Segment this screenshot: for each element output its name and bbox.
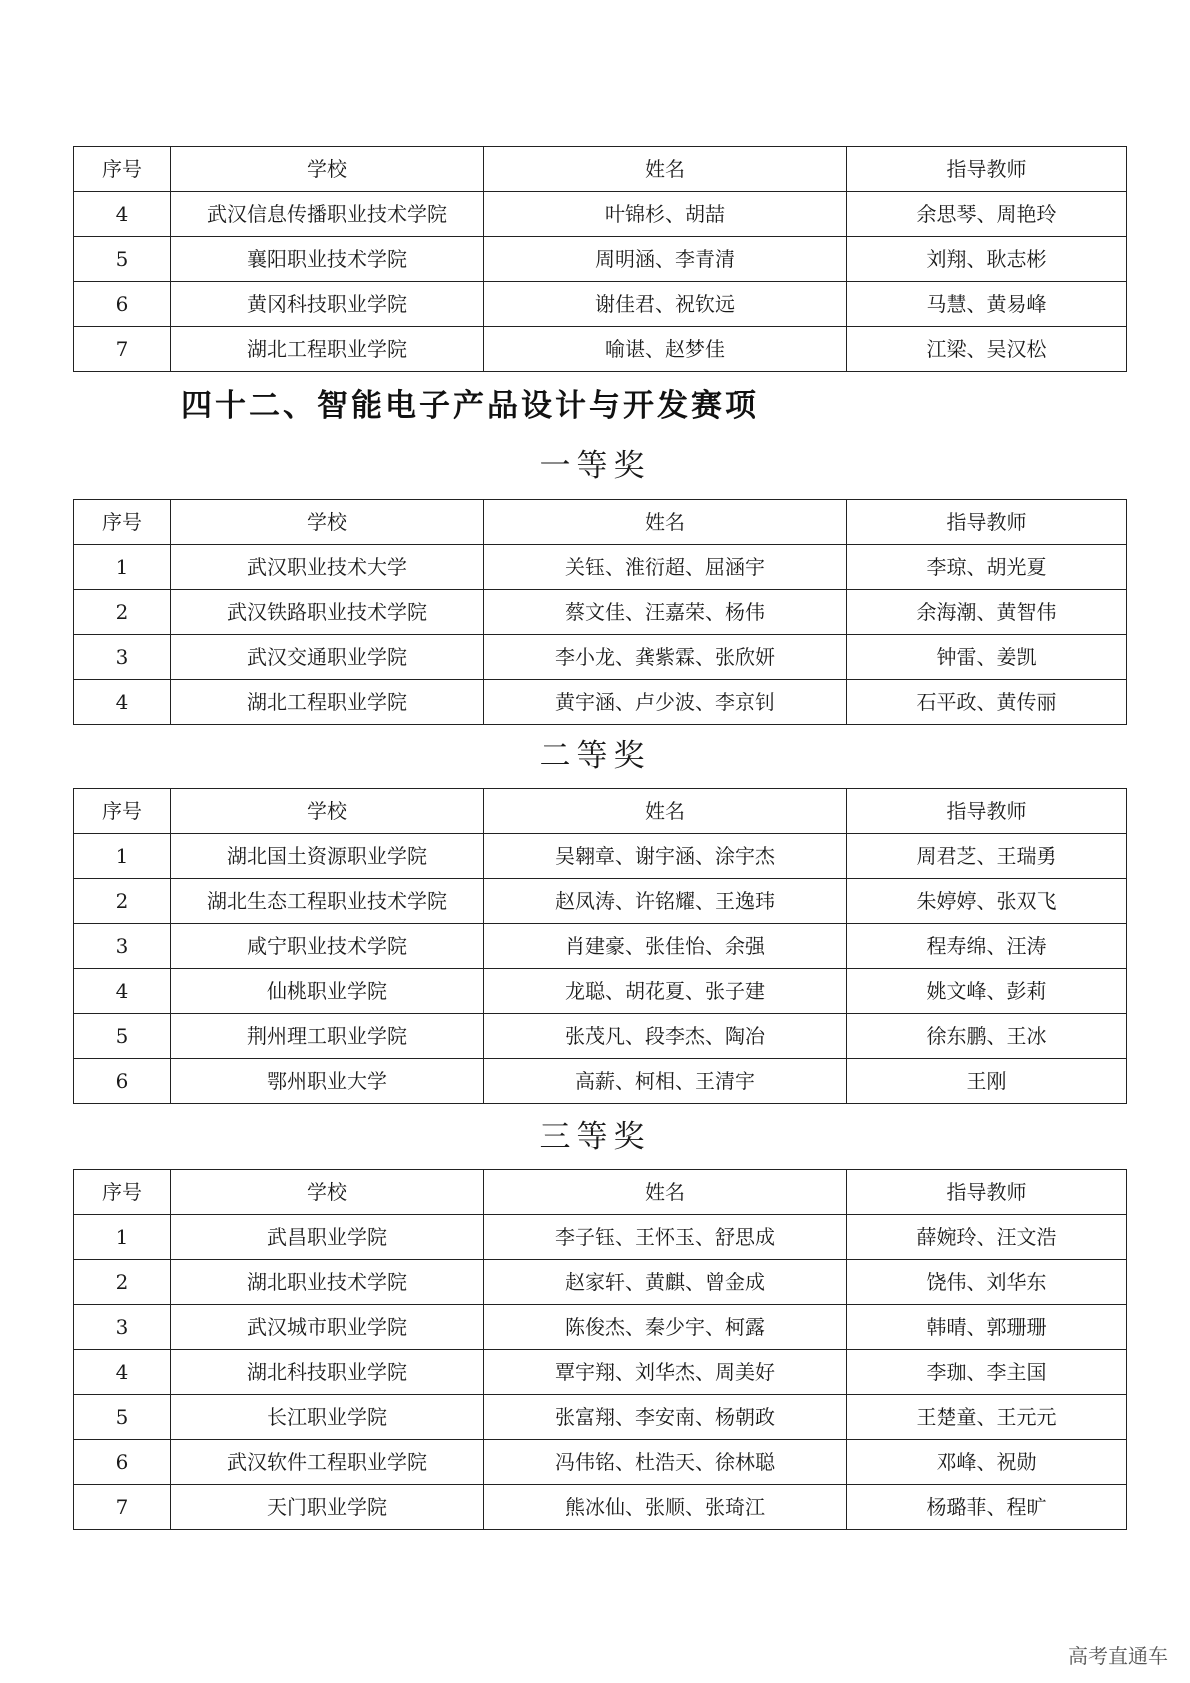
table-row [74, 1305, 1127, 1350]
cell-seq: 4 [74, 1350, 171, 1395]
cell-names: 关钰、淮衍超、屈涵宇 [484, 545, 847, 590]
table-row [74, 327, 1127, 372]
cell-advisors: 石平政、黄传丽 [847, 680, 1127, 725]
cell-school: 湖北科技职业学院 [171, 1350, 484, 1395]
cell-advisors: 周君芝、王瑞勇 [847, 834, 1127, 879]
cell-seq: 3 [74, 635, 171, 680]
cell-seq: 1 [74, 1215, 171, 1260]
header-seq: 序号 [74, 500, 171, 545]
table-row [74, 1485, 1127, 1530]
cell-names: 周明涵、李青清 [484, 237, 847, 282]
cell-seq: 4 [74, 680, 171, 725]
cell-school: 黄冈科技职业学院 [171, 282, 484, 327]
header-school: 学校 [171, 147, 484, 192]
header-seq: 序号 [74, 1170, 171, 1215]
cell-school: 湖北职业技术学院 [171, 1260, 484, 1305]
cell-school: 湖北工程职业学院 [171, 327, 484, 372]
cell-advisors: 刘翔、耿志彬 [847, 237, 1127, 282]
cell-names: 张茂凡、段李杰、陶冶 [484, 1014, 847, 1059]
cell-names: 张富翔、李安南、杨朝政 [484, 1395, 847, 1440]
table-row [74, 635, 1127, 680]
header-school: 学校 [171, 500, 484, 545]
cell-names: 蔡文佳、汪嘉荣、杨伟 [484, 590, 847, 635]
cell-school: 仙桃职业学院 [171, 969, 484, 1014]
cell-names: 高薪、柯相、王清宇 [484, 1059, 847, 1104]
cell-school: 武汉铁路职业技术学院 [171, 590, 484, 635]
cell-advisors: 余海潮、黄智伟 [847, 590, 1127, 635]
table-row [74, 590, 1127, 635]
cell-seq: 3 [74, 924, 171, 969]
table-header-row [74, 1170, 1127, 1215]
first-prize-table [73, 499, 1127, 725]
cell-names: 冯伟铭、杜浩天、徐林聪 [484, 1440, 847, 1485]
cell-school: 长江职业学院 [171, 1395, 484, 1440]
cell-advisors: 姚文峰、彭莉 [847, 969, 1127, 1014]
table-row [74, 1014, 1127, 1059]
cell-school: 襄阳职业技术学院 [171, 237, 484, 282]
table-header-row [74, 789, 1127, 834]
cell-names: 陈俊杰、秦少宇、柯露 [484, 1305, 847, 1350]
cell-names: 喻谌、赵梦佳 [484, 327, 847, 372]
cell-names: 李小龙、龚紫霖、张欣妍 [484, 635, 847, 680]
cell-seq: 1 [74, 834, 171, 879]
table-row [74, 237, 1127, 282]
cell-school: 湖北生态工程职业技术学院 [171, 879, 484, 924]
cell-seq: 4 [74, 969, 171, 1014]
watermark: 高考直通车 [1068, 1644, 1168, 1668]
cell-names: 赵凤涛、许铭耀、王逸玮 [484, 879, 847, 924]
table-row [74, 834, 1127, 879]
table-row [74, 282, 1127, 327]
section-title: 四十二、智能电子产品设计与开发赛项 [181, 388, 759, 424]
cell-advisors: 朱婷婷、张双飞 [847, 879, 1127, 924]
header-advisors: 指导教师 [847, 789, 1127, 834]
cell-names: 覃宇翔、刘华杰、周美好 [484, 1350, 847, 1395]
cell-advisors: 王楚童、王元元 [847, 1395, 1127, 1440]
header-school: 学校 [171, 789, 484, 834]
table-row [74, 1350, 1127, 1395]
cell-names: 肖建豪、张佳怡、余强 [484, 924, 847, 969]
cell-advisors: 李珈、李主国 [847, 1350, 1127, 1395]
cell-school: 武汉软件工程职业学院 [171, 1440, 484, 1485]
table-header-row [74, 147, 1127, 192]
table-row [74, 545, 1127, 590]
cell-advisors: 王刚 [847, 1059, 1127, 1104]
cell-advisors: 薛婉玲、汪文浩 [847, 1215, 1127, 1260]
cell-advisors: 韩晴、郭珊珊 [847, 1305, 1127, 1350]
cell-seq: 7 [74, 327, 171, 372]
cell-seq: 1 [74, 545, 171, 590]
header-advisors: 指导教师 [847, 147, 1127, 192]
cell-school: 湖北国土资源职业学院 [171, 834, 484, 879]
cell-seq: 2 [74, 879, 171, 924]
cell-advisors: 饶伟、刘华东 [847, 1260, 1127, 1305]
header-seq: 序号 [74, 147, 171, 192]
header-seq: 序号 [74, 789, 171, 834]
cell-names: 熊冰仙、张顺、张琦江 [484, 1485, 847, 1530]
cell-names: 黄宇涵、卢少波、李京钊 [484, 680, 847, 725]
cell-school: 武汉城市职业学院 [171, 1305, 484, 1350]
table-row [74, 1440, 1127, 1485]
cell-seq: 5 [74, 1014, 171, 1059]
table-row [74, 192, 1127, 237]
cell-school: 鄂州职业大学 [171, 1059, 484, 1104]
cell-seq: 4 [74, 192, 171, 237]
cell-seq: 7 [74, 1485, 171, 1530]
cell-seq: 5 [74, 237, 171, 282]
cell-names: 吴翱章、谢宇涵、涂宇杰 [484, 834, 847, 879]
third-prize-table [73, 1169, 1127, 1530]
cell-school: 湖北工程职业学院 [171, 680, 484, 725]
first-prize-title: 一等奖 [539, 448, 651, 484]
cell-school: 武昌职业学院 [171, 1215, 484, 1260]
cell-school: 武汉职业技术大学 [171, 545, 484, 590]
cell-seq: 5 [74, 1395, 171, 1440]
table-row [74, 680, 1127, 725]
cell-advisors: 徐东鹏、王冰 [847, 1014, 1127, 1059]
cell-school: 天门职业学院 [171, 1485, 484, 1530]
table-row [74, 969, 1127, 1014]
cell-seq: 6 [74, 1059, 171, 1104]
cell-names: 谢佳君、祝钦远 [484, 282, 847, 327]
cell-names: 赵家轩、黄麒、曾金成 [484, 1260, 847, 1305]
header-advisors: 指导教师 [847, 1170, 1127, 1215]
header-advisors: 指导教师 [847, 500, 1127, 545]
header-names: 姓名 [484, 500, 847, 545]
cell-names: 叶锦杉、胡喆 [484, 192, 847, 237]
cell-advisors: 马慧、黄易峰 [847, 282, 1127, 327]
table-row [74, 1260, 1127, 1305]
table-header-row [74, 500, 1127, 545]
cell-names: 龙聪、胡花夏、张子建 [484, 969, 847, 1014]
cell-advisors: 杨璐菲、程旷 [847, 1485, 1127, 1530]
cell-advisors: 邓峰、祝勋 [847, 1440, 1127, 1485]
cell-advisors: 江梁、吴汉松 [847, 327, 1127, 372]
cell-school: 武汉交通职业学院 [171, 635, 484, 680]
cell-school: 荆州理工职业学院 [171, 1014, 484, 1059]
header-school: 学校 [171, 1170, 484, 1215]
cell-school: 咸宁职业技术学院 [171, 924, 484, 969]
cell-advisors: 钟雷、姜凯 [847, 635, 1127, 680]
cell-seq: 2 [74, 1260, 171, 1305]
header-names: 姓名 [484, 1170, 847, 1215]
table-row [74, 1395, 1127, 1440]
table-row [74, 1059, 1127, 1104]
cell-school: 武汉信息传播职业技术学院 [171, 192, 484, 237]
third-prize-title: 三等奖 [539, 1119, 651, 1155]
cell-advisors: 程寿绵、汪涛 [847, 924, 1127, 969]
table-row [74, 1215, 1127, 1260]
table-row [74, 924, 1127, 969]
cell-seq: 6 [74, 282, 171, 327]
cell-seq: 3 [74, 1305, 171, 1350]
cell-advisors: 余思琴、周艳玲 [847, 192, 1127, 237]
continued-results-table [73, 146, 1127, 372]
second-prize-title: 二等奖 [539, 738, 651, 774]
table-row [74, 879, 1127, 924]
header-names: 姓名 [484, 147, 847, 192]
header-names: 姓名 [484, 789, 847, 834]
cell-seq: 2 [74, 590, 171, 635]
cell-advisors: 李琼、胡光夏 [847, 545, 1127, 590]
second-prize-table [73, 788, 1127, 1104]
cell-names: 李子钰、王怀玉、舒思成 [484, 1215, 847, 1260]
cell-seq: 6 [74, 1440, 171, 1485]
